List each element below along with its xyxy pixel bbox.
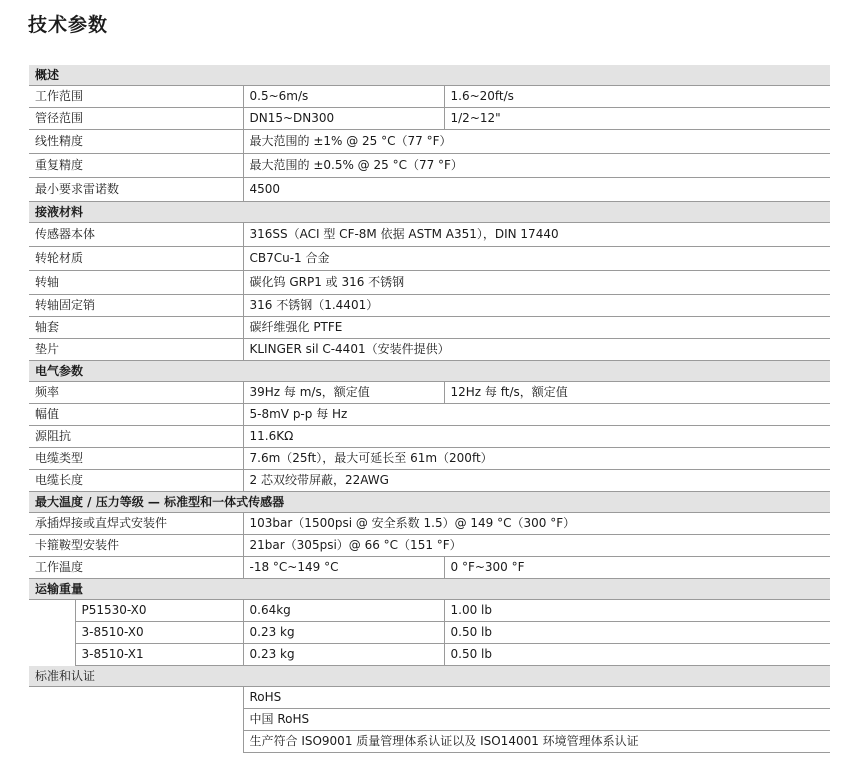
indent-cell	[29, 622, 75, 644]
indent-cell	[29, 600, 75, 622]
row-value-alt: 12Hz 每 ft/s，额定值	[444, 382, 830, 404]
row-value-alt: 1.6~20ft/s	[444, 86, 830, 108]
row-label: 转轴固定销	[29, 295, 243, 317]
row-label: 承插焊接或直焊式安装件	[29, 513, 243, 535]
table-row	[29, 709, 830, 731]
section-row	[29, 361, 830, 382]
row-value: 2 芯双绞带屏蔽，22AWG	[243, 470, 830, 492]
section-shipping: 运输重量	[29, 579, 830, 600]
row-label: 卡箍鞍型安装件	[29, 535, 243, 557]
row-label: 工作温度	[29, 557, 243, 579]
cert-value: 中国 RoHS	[243, 709, 830, 731]
table-row	[29, 557, 830, 579]
row-value: CB7Cu-1 合金	[243, 247, 830, 271]
indent-cell	[29, 687, 243, 709]
section-max-temp: 最大温度 / 压力等级 — 标准型和一体式传感器	[29, 492, 830, 513]
table-row	[29, 622, 830, 644]
table-row	[29, 404, 830, 426]
row-label: 频率	[29, 382, 243, 404]
row-value-alt: 1.00 lb	[444, 600, 830, 622]
table-row	[29, 644, 830, 666]
row-value-alt: 0.50 lb	[444, 644, 830, 666]
table-row	[29, 426, 830, 448]
row-value: 103bar（1500psi @ 安全系数 1.5）@ 149 °C（300 °F）	[243, 513, 830, 535]
table-row	[29, 108, 830, 130]
row-value-alt: 0.50 lb	[444, 622, 830, 644]
table-row	[29, 247, 830, 271]
table-row	[29, 600, 830, 622]
spec-table	[29, 65, 830, 753]
row-label: 轴套	[29, 317, 243, 339]
row-value: 碳化钨 GRP1 或 316 不锈钢	[243, 271, 830, 295]
section-row	[29, 579, 830, 600]
row-value: 0.23 kg	[243, 644, 444, 666]
cert-value: RoHS	[243, 687, 830, 709]
row-label: 最小要求雷诺数	[29, 178, 243, 202]
section-row	[29, 666, 830, 687]
row-label: 电缆长度	[29, 470, 243, 492]
row-value: 碳纤维强化 PTFE	[243, 317, 830, 339]
indent-cell	[29, 709, 243, 731]
table-row	[29, 130, 830, 154]
table-row	[29, 178, 830, 202]
section-row	[29, 492, 830, 513]
row-value: -18 °C~149 °C	[243, 557, 444, 579]
table-row	[29, 339, 830, 361]
row-value: 11.6KΩ	[243, 426, 830, 448]
row-label: 线性精度	[29, 130, 243, 154]
table-row	[29, 154, 830, 178]
table-row	[29, 731, 830, 753]
row-value: 21bar（305psi）@ 66 °C（151 °F）	[243, 535, 830, 557]
table-row	[29, 513, 830, 535]
row-label: 源阻抗	[29, 426, 243, 448]
row-value: 5-8mV p-p 每 Hz	[243, 404, 830, 426]
section-standards: 标准和认证	[29, 666, 830, 687]
row-value: 4500	[243, 178, 830, 202]
row-label: 电缆类型	[29, 448, 243, 470]
section-overview: 概述	[29, 65, 830, 86]
row-value: 39Hz 每 m/s，额定值	[243, 382, 444, 404]
row-value: 0.23 kg	[243, 622, 444, 644]
table-row	[29, 382, 830, 404]
row-label: P51530-X0	[75, 600, 243, 622]
row-value: DN15~DN300	[243, 108, 444, 130]
row-label: 垫片	[29, 339, 243, 361]
table-row	[29, 535, 830, 557]
row-label: 转轴	[29, 271, 243, 295]
row-value: 316SS（ACI 型 CF-8M 依据 ASTM A351），DIN 17440	[243, 223, 830, 247]
table-row	[29, 470, 830, 492]
page-title: 技术参数	[28, 14, 109, 36]
row-label: 重复精度	[29, 154, 243, 178]
indent-cell	[29, 731, 243, 753]
row-label: 管径范围	[29, 108, 243, 130]
row-label: 转轮材质	[29, 247, 243, 271]
section-electrical: 电气参数	[29, 361, 830, 382]
table-row	[29, 317, 830, 339]
row-value: KLINGER sil C-4401（安装件提供）	[243, 339, 830, 361]
table-row	[29, 448, 830, 470]
section-wetted: 接液材料	[29, 202, 830, 223]
table-row	[29, 295, 830, 317]
indent-cell	[29, 644, 75, 666]
table-row	[29, 271, 830, 295]
row-value: 最大范围的 ±1% @ 25 °C（77 °F）	[243, 130, 830, 154]
row-value-alt: 0 °F~300 °F	[444, 557, 830, 579]
row-label: 3-8510-X0	[75, 622, 243, 644]
row-label: 工作范围	[29, 86, 243, 108]
row-value: 0.64kg	[243, 600, 444, 622]
table-row	[29, 687, 830, 709]
cert-value: 生产符合 ISO9001 质量管理体系认证以及 ISO14001 环境管理体系认证	[243, 731, 830, 753]
table-row	[29, 86, 830, 108]
row-value: 0.5~6m/s	[243, 86, 444, 108]
section-row	[29, 65, 830, 86]
row-value: 最大范围的 ±0.5% @ 25 °C（77 °F）	[243, 154, 830, 178]
row-label: 传感器本体	[29, 223, 243, 247]
row-label: 3-8510-X1	[75, 644, 243, 666]
row-value-alt: 1/2~12"	[444, 108, 830, 130]
section-row	[29, 202, 830, 223]
row-value: 316 不锈钢（1.4401）	[243, 295, 830, 317]
row-label: 幅值	[29, 404, 243, 426]
row-value: 7.6m（25ft），最大可延长至 61m（200ft）	[243, 448, 830, 470]
table-row	[29, 223, 830, 247]
